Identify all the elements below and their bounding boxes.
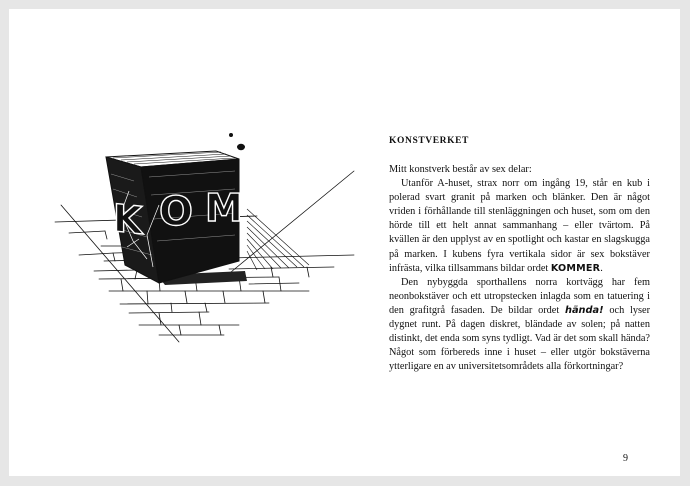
cube-letter-k: K xyxy=(112,196,143,244)
body-text xyxy=(389,163,650,374)
word-handa: hända! xyxy=(564,304,604,316)
paragraph-3-end: och lyser dygnet runt. På dagen diskret, bländade av solen; på natten distinkt, det enda som syns tydligt. Vad är det som skall hända? Något som förbereds inne i huset – eller utgör bokstäverna ytterligare en av universitetsområdets alla förkortningar? xyxy=(389,304,650,373)
paragraph-3-text: Den nybyggda sporthallens norra kortvägg har fem neonbokstäver och ett utropstecken inlagda som en tatuering i den grafitgrå fasaden. De bildar ordet xyxy=(389,276,650,316)
paragraph-2-end: . xyxy=(600,262,603,274)
paragraph-2-text: Utanför A-huset, strax norr om ingång 19, står en kub i polerad svart granit på marken och blänker. Den är något vriden i förhållande till stenläggningen och huset, som om den hörde till ett helt annat sammanhang – eller tvärtom. På kvällen är den upplyst av en spotlight och kastar en slagskugga på marken. I kubens fyra vertikala sidor är sex bokstäver infrästa, vilka tillsammans bildar ordet xyxy=(389,178,650,274)
paragraph-2 xyxy=(389,177,650,276)
paragraph-3 xyxy=(389,276,650,375)
section-heading: KONSTVERKET xyxy=(389,136,469,146)
cube-letter-m: M xyxy=(205,186,243,230)
paragraph-1: Mitt konstverk består av sex delar: xyxy=(389,164,532,175)
cube-letter-o: O xyxy=(159,189,194,235)
book-page xyxy=(9,9,680,476)
word-kommer: KOMMER xyxy=(550,262,601,274)
page-number: 9 xyxy=(623,453,628,464)
